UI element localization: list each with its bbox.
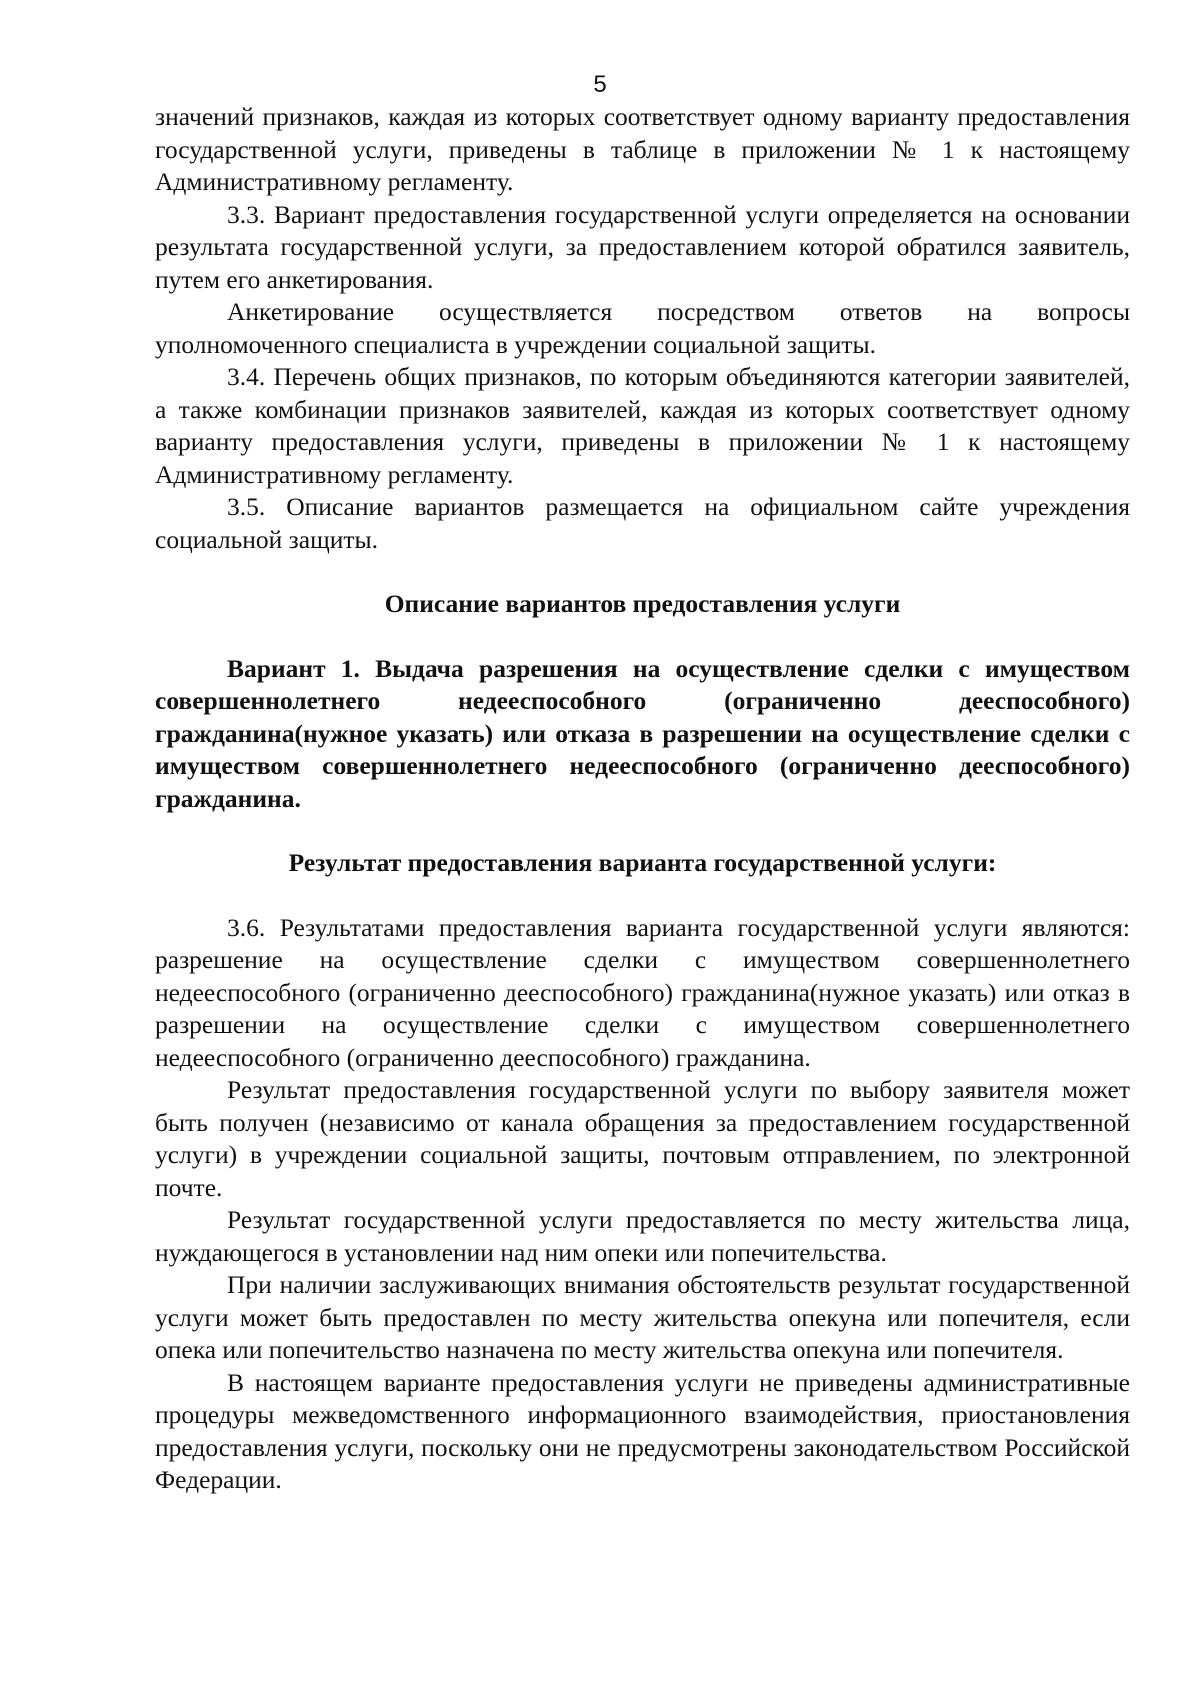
paragraph-continuation: значений признаков, каждая из которых соответствует одному варианту предоставления государственной услуги, приведены в таблице в приложении № 1 к настоящему Административному регламенту. [155, 102, 1130, 196]
paragraph-guardian-residence: При наличии заслуживающих внимания обстоятельств результат государственной услуги может быть предоставлен по месту жительства опекуна или попечителя, если опека или попечительство назначена по месту жительства опекуна или попечителя. [155, 1270, 1130, 1364]
section-heading: Описание вариантов предоставления услуги [384, 589, 901, 618]
paragraph-place-of-residence: Результат государственной услуги предоставляется по месту жительства лица, нуждающегося в установлении над ним опеки или попечительства. [155, 1205, 1130, 1267]
document-body [155, 101, 1130, 1497]
paragraph-3-4: 3.4. Перечень общих признаков, по которым объединяются категории заявителей, а также комбинации признаков заявителей, каждая из которых соответствует одному варианту предоставления услуги, приведены в приложении № 1 к настоящему Административному регламенту. [155, 362, 1130, 489]
paragraph-3-3: 3.3. Вариант предоставления государственной услуги определяется на основании результата государственной услуги, за предоставлением которой обратился заявитель, путем его анкетирования. [155, 199, 1130, 294]
variant-heading: Вариант 1. Выдача разрешения на осуществление сделки с имуществом совершеннолетнего недееспособного (ограниченно дееспособного) гражданина(нужное указать) или отказа в разрешении на осуществление сделки с имуществом совершеннолетнего недееспособного (ограниченно дееспособного) гражданина. [155, 653, 1130, 813]
page-number: 5 [593, 71, 607, 98]
paragraph-3-6: 3.6. Результатами предоставления варианта государственной услуги являются: разрешение на осуществление сделки с имуществом совершеннолетнего недееспособного (ограниченно дееспособного) гражданина(нужное указать) или отказ в разрешении на осуществление сделки с имуществом совершеннолетнего недееспособного (ограниченно дееспособного) гражданина. [155, 912, 1130, 1072]
paragraph-no-procedures: В настоящем варианте предоставления услуги не приведены административные процедуры межведомственного информационного взаимодействия, приостановления предоставления услуги, поскольку они не предусмотрены законодательством Российской Федерации. [155, 1367, 1130, 1494]
paragraph-delivery-channels: Результат предоставления государственной услуги по выбору заявителя может быть получен (независимо от канала обращения за предоставлением государственной услуги) в учреждении социальной защиты, почтовым отправлением, по электронной почте. [155, 1075, 1130, 1202]
result-heading: Результат предоставления варианта государственной услуги: [288, 848, 997, 877]
paragraph-3-5: 3.5. Описание вариантов размещается на официальном сайте учреждения социальной защиты. [155, 492, 1130, 554]
paragraph-questionnaire: Анкетирование осуществляется посредством ответов на вопросы уполномоченного специалиста в учреждении социальной защиты. [155, 297, 1130, 359]
